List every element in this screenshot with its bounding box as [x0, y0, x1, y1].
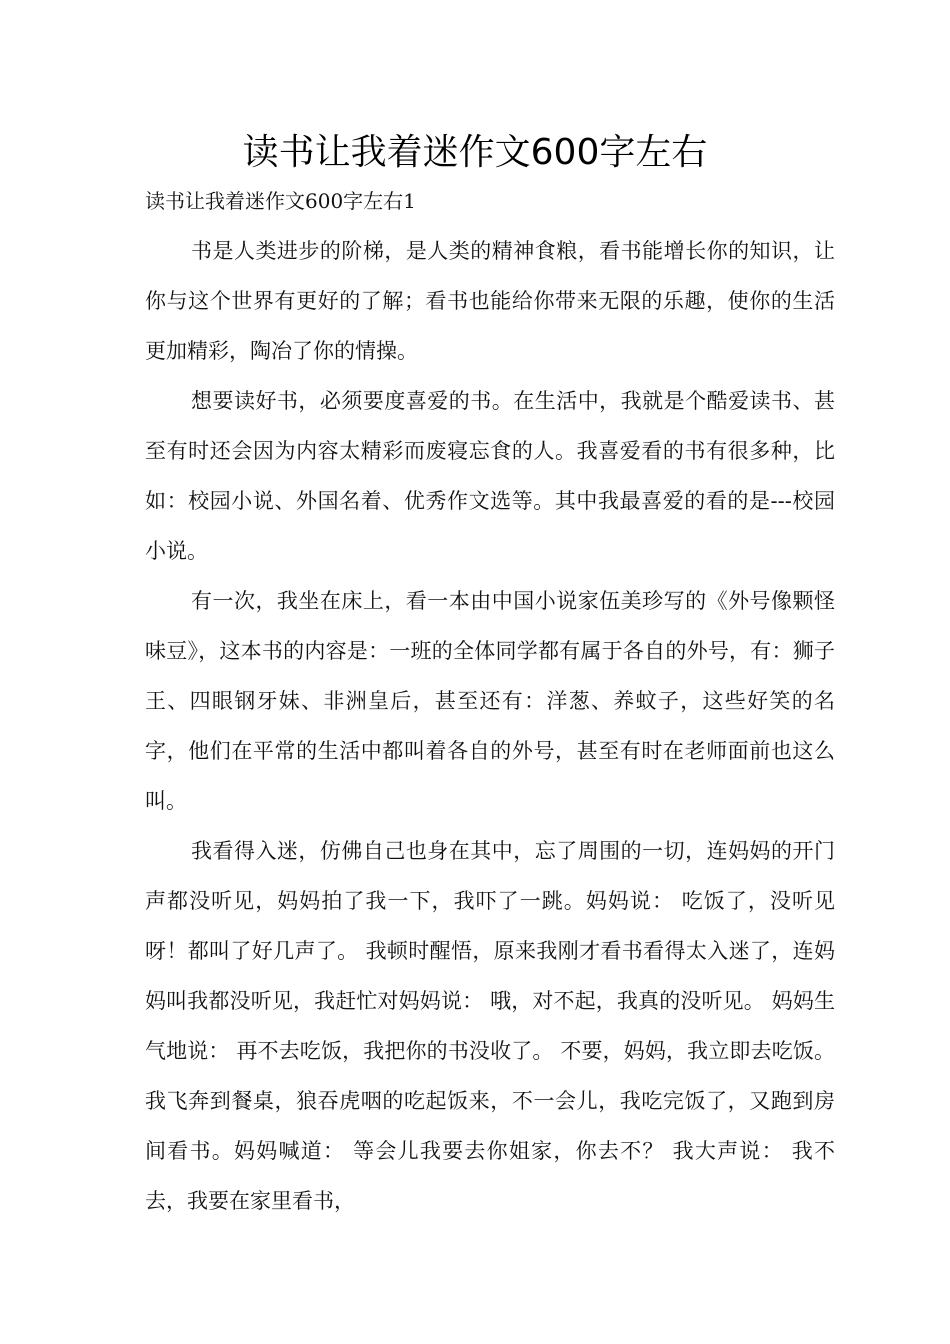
paragraph-2: 想要读好书，必须要度喜爱的书。在生活中，我就是个酷爱读书、甚至有时还会因为内容太精彩而废寝忘食的人。我喜爱看的书有很多种，比如：校园小说、外国名着、优秀作文选等。其中我最喜爱的看的是---校园小说。	[145, 389, 835, 563]
paragraph-1: 书是人类进步的阶梯，是人类的精神食粮，看书能增长你的知识，让你与这个世界有更好的了解；看书也能给你带来无限的乐趣，使你的生活更加精彩，陶冶了你的情操。	[145, 239, 835, 363]
paragraph-4: 我看得入迷，仿佛自己也身在其中，忘了周围的一切，连妈妈的开门声都没听见，妈妈拍了我一下，我吓了一跳。妈妈说： 吃饭了，没听见呀！都叫了好几声了。 我顿时醒悟，原来我刚才看书看得太入迷了，连妈妈叫我都没听见，我赶忙对妈妈说： 哦，对不起，我真的没听见。 妈妈生气地说： 再不去吃饭，我把你的书没收了。 不要，妈妈，我立即去吃饭。 我飞奔到餐桌，狼吞虎咽的吃起饭来，不一会儿，我吃完饭了，又跑到房间看书。妈妈喊道： 等会儿我要去你姐家，你去不？ 我大声说： 我不去，我要在家里看书，	[145, 839, 835, 1213]
document-subtitle: 读书让我着迷作文600字左右1	[145, 189, 416, 213]
paragraph-3: 有一次，我坐在床上，看一本由中国小说家伍美珍写的《外号像颗怪味豆》，这本书的内容是：一班的全体同学都有属于各自的外号，有：狮子王、四眼钢牙妹、非洲皇后，甚至还有：洋葱、养蚊子，这些好笑的名字，他们在平常的生活中都叫着各自的外号，甚至有时在老师面前也这么叫。	[145, 589, 835, 813]
document-body	[145, 226, 835, 1226]
document-title: 读书让我着迷作文600字左右	[242, 132, 708, 173]
